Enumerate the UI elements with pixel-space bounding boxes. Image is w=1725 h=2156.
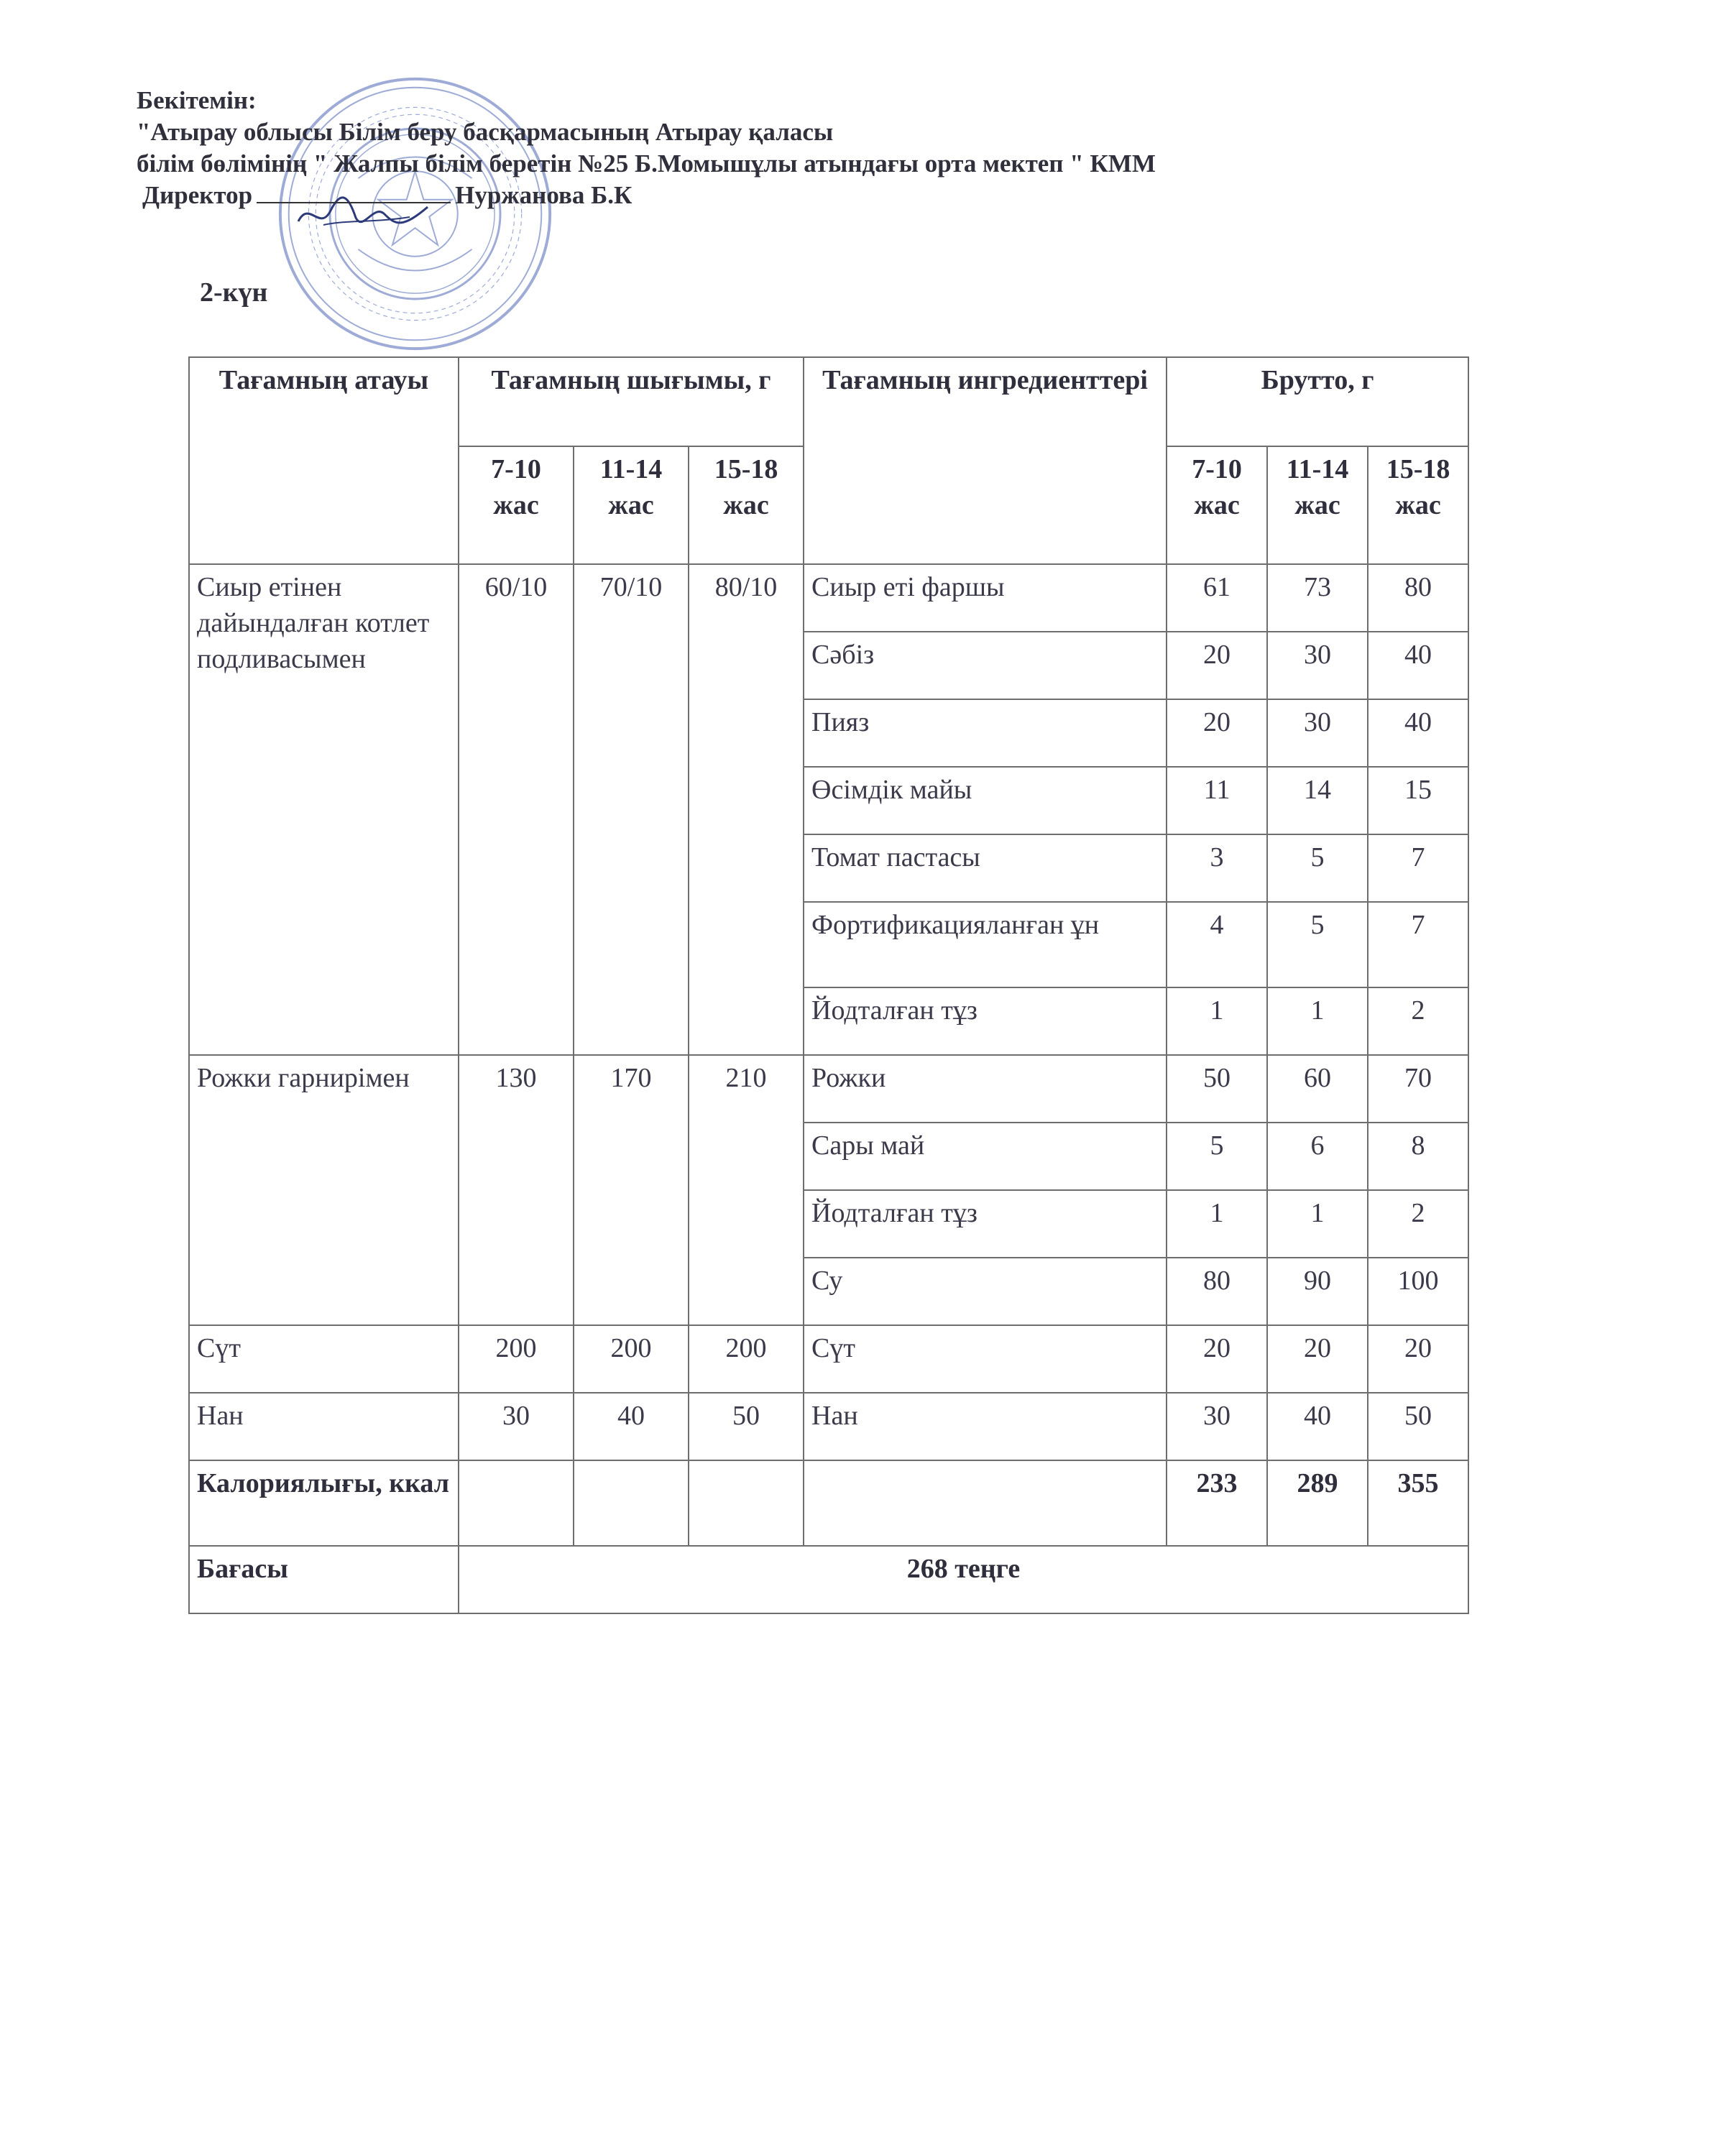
ingredient-name: Сүт [804,1325,1167,1393]
header-ingredients: Тағамның ингредиенттері [804,357,1167,564]
director-line [142,180,1156,211]
gross-value: 30 [1267,699,1368,767]
price-row [189,1546,1468,1613]
approval-block [137,85,1156,211]
ingredient-name: Өсімдік майы [804,767,1167,834]
gross-value: 11 [1167,767,1267,834]
empty-cell [689,1460,804,1546]
calories-value: 355 [1368,1460,1468,1546]
dish-name: Сиыр етінен дайындалған котлет подливасымен [189,564,459,1055]
empty-cell [574,1460,689,1546]
gross-value: 5 [1167,1123,1267,1190]
table-row [189,1325,1468,1393]
header-row-1 [189,357,1468,446]
org-line-2: білім бөлімінің " Жалпы білім беретін №25 Б.Момышұлы атындағы орта мектеп " КММ [137,149,1156,178]
ingredient-name: Фортификацияланған ұн [804,902,1167,987]
gross-value: 8 [1368,1123,1468,1190]
gross-value: 7 [1368,902,1468,987]
table-row [189,1393,1468,1460]
price-label: Бағасы [189,1546,459,1613]
table-row [189,564,1468,632]
gross-value: 40 [1368,632,1468,699]
gross-value: 20 [1368,1325,1468,1393]
header-yield: Тағамның шығымы, г [459,357,804,446]
dish-yield: 30 [459,1393,574,1460]
ingredient-name: Су [804,1258,1167,1325]
dish-name: Сүт [189,1325,459,1393]
gross-value: 20 [1167,699,1267,767]
gross-value: 6 [1267,1123,1368,1190]
ingredient-name: Йодталған тұз [804,1190,1167,1258]
gross-value: 50 [1368,1393,1468,1460]
dish-yield: 200 [574,1325,689,1393]
approval-title: Бекітемін: [137,86,257,114]
org-line-1: "Атырау облысы Білім беру басқармасының Атырау қаласы [137,118,834,146]
ingredient-name: Пияз [804,699,1167,767]
ingredient-name: Томат пастасы [804,834,1167,902]
gross-value: 1 [1267,1190,1368,1258]
dish-yield: 80/10 [689,564,804,1055]
gross-value: 15 [1368,767,1468,834]
signature-line [257,180,451,203]
header-yield-age: 7-10 жас [459,446,574,564]
gross-value: 20 [1167,1325,1267,1393]
dish-yield: 210 [689,1055,804,1325]
calories-value: 289 [1267,1460,1368,1546]
ingredient-name: Сиыр еті фаршы [804,564,1167,632]
header-dish-name: Тағамның атауы [189,357,459,564]
gross-value: 40 [1368,699,1468,767]
dish-yield: 40 [574,1393,689,1460]
dish-name: Рожки гарнирімен [189,1055,459,1325]
header-gross-age: 15-18 жас [1368,446,1468,564]
dish-yield: 70/10 [574,564,689,1055]
table-row [189,1055,1468,1123]
gross-value: 61 [1167,564,1267,632]
gross-value: 30 [1167,1393,1267,1460]
ingredient-name: Нан [804,1393,1167,1460]
empty-cell [804,1460,1167,1546]
director-label: Директор [142,181,253,209]
gross-value: 60 [1267,1055,1368,1123]
gross-value: 1 [1167,1190,1267,1258]
calories-label: Калориялығы, ккал [189,1460,459,1546]
gross-value: 80 [1167,1258,1267,1325]
gross-value: 70 [1368,1055,1468,1123]
dish-yield: 50 [689,1393,804,1460]
dish-name: Нан [189,1393,459,1460]
gross-value: 5 [1267,902,1368,987]
gross-value: 50 [1167,1055,1267,1123]
empty-cell [459,1460,574,1546]
calories-row [189,1460,1468,1546]
header-gross-age: 11-14 жас [1267,446,1368,564]
gross-value: 20 [1167,632,1267,699]
gross-value: 20 [1267,1325,1368,1393]
dish-yield: 130 [459,1055,574,1325]
day-label: 2-күн [200,277,268,308]
gross-value: 2 [1368,1190,1468,1258]
header-gross-age: 7-10 жас [1167,446,1267,564]
ingredient-name: Сәбіз [804,632,1167,699]
gross-value: 5 [1267,834,1368,902]
header-yield-age: 15-18 жас [689,446,804,564]
gross-value: 3 [1167,834,1267,902]
gross-value: 4 [1167,902,1267,987]
dish-yield: 200 [459,1325,574,1393]
gross-value: 80 [1368,564,1468,632]
menu-table [188,356,1469,1614]
dish-yield: 60/10 [459,564,574,1055]
gross-value: 2 [1368,987,1468,1055]
gross-value: 7 [1368,834,1468,902]
ingredient-name: Рожки [804,1055,1167,1123]
gross-value: 1 [1167,987,1267,1055]
calories-value: 233 [1167,1460,1267,1546]
price-value: 268 теңге [459,1546,1468,1613]
header-yield-age: 11-14 жас [574,446,689,564]
gross-value: 30 [1267,632,1368,699]
gross-value: 73 [1267,564,1368,632]
header-gross: Брутто, г [1167,357,1468,446]
dish-yield: 200 [689,1325,804,1393]
gross-value: 40 [1267,1393,1368,1460]
gross-value: 90 [1267,1258,1368,1325]
gross-value: 100 [1368,1258,1468,1325]
director-name: Нуржанова Б.К [455,181,632,209]
ingredient-name: Йодталған тұз [804,987,1167,1055]
gross-value: 14 [1267,767,1368,834]
ingredient-name: Сары май [804,1123,1167,1190]
gross-value: 1 [1267,987,1368,1055]
dish-yield: 170 [574,1055,689,1325]
